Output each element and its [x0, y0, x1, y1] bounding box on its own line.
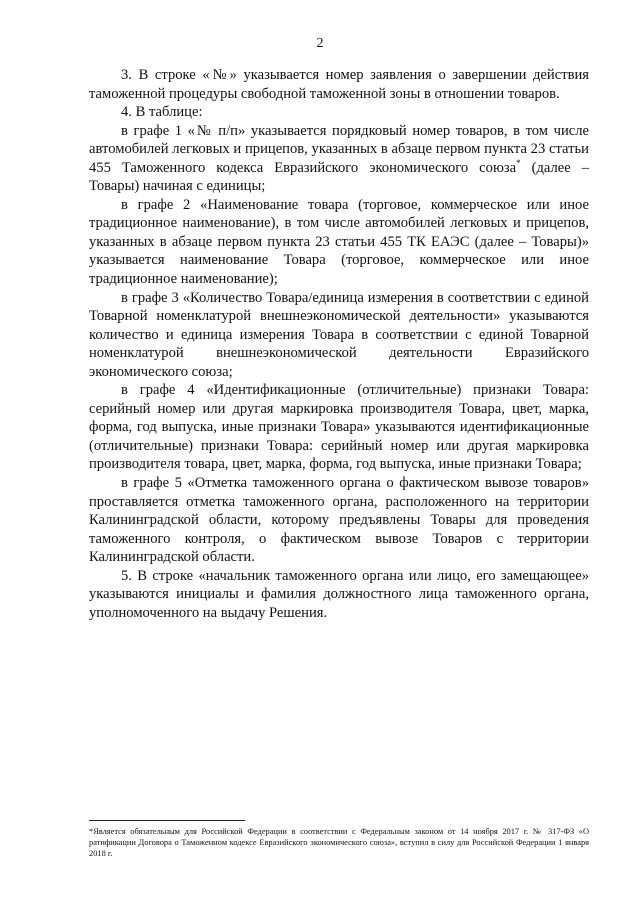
paragraph-text: 5. В строке «начальник таможенного органа или лицо, его замещающее» указываются инициалы и фамилия должностного лица таможенного органа, уполномоченного на выдачу Решения. [89, 567, 589, 621]
document-body [89, 66, 589, 622]
paragraph-column-5 [89, 474, 589, 567]
paragraph-text: 4. В таблице: [121, 104, 203, 121]
paragraph-text: в графе 1 «№ п/п» указывается порядковый номер товаров, в том числе автомобилей легковых и прицепов, указанных в абзаце первом пункта 23 статьи 455 Таможенного кодекса Евразийского экономического союза [89, 122, 589, 176]
paragraph-text: в графе 4 «Идентификационные (отличительные) признаки Товара: серийный номер или другая маркировка производителя Товара, цвет, марка, форма, год выпуска, иные признаки Товара» указываются идентификационные (отличительные) признаки Товара: серийный номер или другая маркировка производителя товара, цвет, марка, форма, год выпуска, иные признаки Товара; [89, 382, 589, 473]
paragraph-column-2 [89, 196, 589, 289]
paragraph-column-4 [89, 381, 589, 474]
paragraph-column-3 [89, 289, 589, 382]
paragraph-text: в графе 2 «Наименование товара (торговое, коммерческое или иное традиционное наименование), в том числе автомобилей легковых и прицепов, указанных в абзаце первом пункта 23 статьи 455 ТК ЕАЭС (далее – Товары)» указывается наименование Товара (торговое, коммерческое или иное традиционное наименование); [89, 196, 589, 288]
paragraph-column-1 [89, 122, 589, 196]
paragraph-item-3 [89, 66, 589, 103]
footnote-marker: * [89, 827, 94, 836]
paragraph-text-continued: (далее – Товары) начиная с единицы; [89, 159, 589, 195]
footnote-divider [89, 820, 245, 821]
footnote [89, 826, 589, 859]
paragraph-text: в графе 3 «Количество Товара/единица измерения в соответствии с единой Товарной номенклатурой внешнеэкономической деятельности» указываются количество и единица измерения Товара в соответствии с единой Товарной номенклатурой внешнеэкономической деятельности Евразийского экономического союза; [89, 289, 589, 380]
paragraph-text: 3. В строке «№» указывается номер заявления о завершении действия таможенной процедуры свободной таможенной зоны в отношении товаров. [89, 67, 589, 102]
paragraph-item-4 [89, 103, 589, 122]
paragraph-text: в графе 5 «Отметка таможенного органа о фактическом вывозе товаров» проставляется отметка таможенного органа, расположенного на территории Калининградской области, которому предъявлены Товары для проведения таможенного контроля, о фактическом вывозе Товаров с территории Калининградской области. [89, 475, 589, 566]
page-number: 2 [316, 36, 324, 51]
footnote-text: Является обязательным для Российской Федерации в соответствии с Федеральным законом от 14 ноября 2017 г. № 317-ФЗ «О ратификации Договора о Таможенном кодексе Евразийского экономического союза», вступил в силу для Российской Федерации 1 января 2018 г. [89, 827, 589, 858]
footnote-reference: * [516, 157, 521, 168]
paragraph-item-5 [89, 567, 589, 623]
